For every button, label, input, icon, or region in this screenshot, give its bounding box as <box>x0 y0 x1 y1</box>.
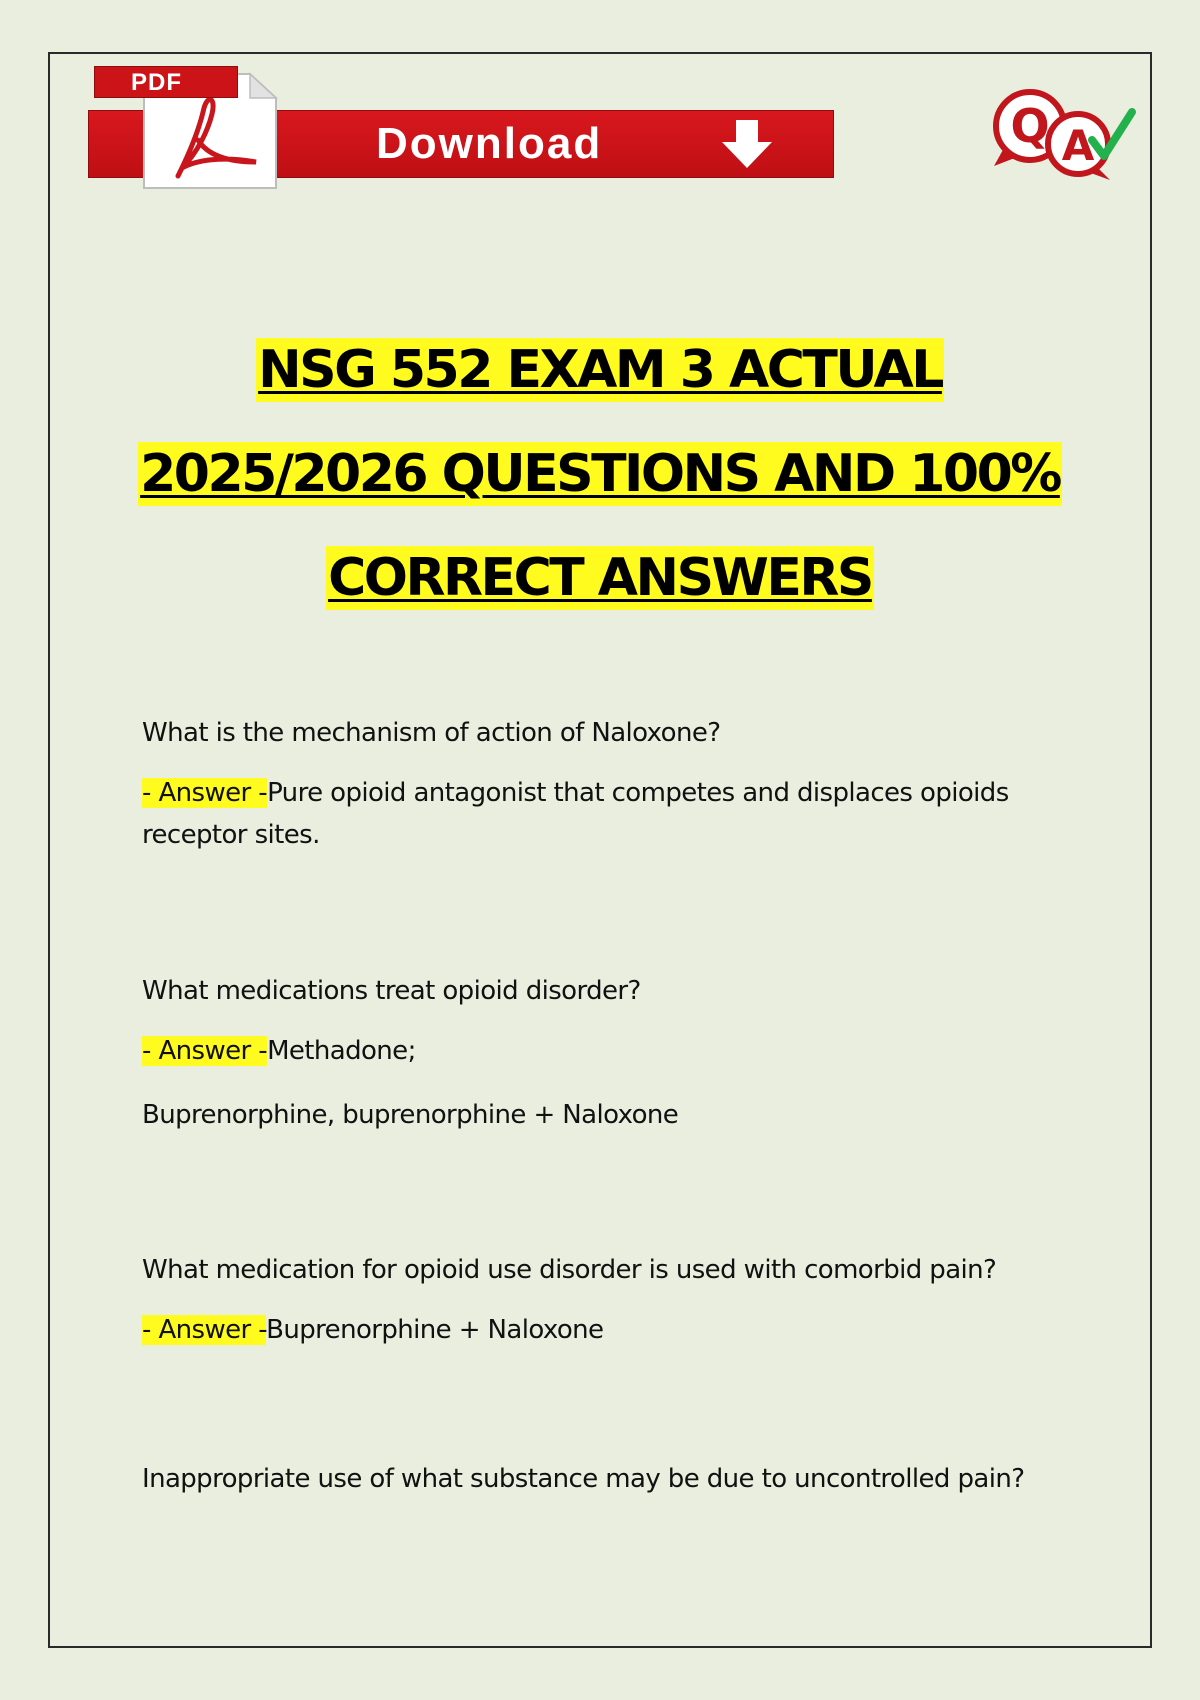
qa-item <box>142 716 1122 852</box>
answer-prefix: - Answer - <box>142 1315 267 1345</box>
pdf-tag: PDF <box>94 66 238 98</box>
pdf-download-banner[interactable] <box>88 64 838 192</box>
title-line-2: 2025/2026 QUESTIONS AND 100% <box>140 444 1060 504</box>
document-title <box>60 318 1140 630</box>
answer-text: Buprenorphine + Naloxone <box>266 1315 604 1345</box>
answer-text: Pure opioid antagonist that competes and displaces opioids <box>267 778 1009 808</box>
title-line-1: NSG 552 EXAM 3 ACTUAL <box>258 340 942 400</box>
answer-prefix: - Answer - <box>142 778 268 808</box>
logo-a: A <box>1061 121 1095 170</box>
answer-text: Methadone; <box>267 1036 416 1066</box>
question-text: What medications treat opioid disorder? <box>142 976 641 1006</box>
download-label[interactable]: Download <box>376 119 603 168</box>
answer-prefix: - Answer - <box>142 1036 268 1066</box>
answer-continuation: Buprenorphine, buprenorphine + Naloxone <box>142 1100 679 1130</box>
qa-logo <box>980 82 1140 192</box>
download-arrow-icon[interactable] <box>716 118 778 172</box>
answer-continuation: receptor sites. <box>142 820 320 850</box>
qa-item <box>142 974 1122 1132</box>
qa-item <box>142 1462 1122 1496</box>
question-text: Inappropriate use of what substance may be due to uncontrolled pain? <box>142 1464 1025 1494</box>
title-line-3: CORRECT ANSWERS <box>328 548 872 608</box>
question-text: What is the mechanism of action of Naloxone? <box>142 718 721 748</box>
logo-q: Q <box>1010 99 1050 153</box>
question-text: What medication for opioid use disorder is used with comorbid pain? <box>142 1255 997 1285</box>
qa-item <box>142 1253 1122 1355</box>
